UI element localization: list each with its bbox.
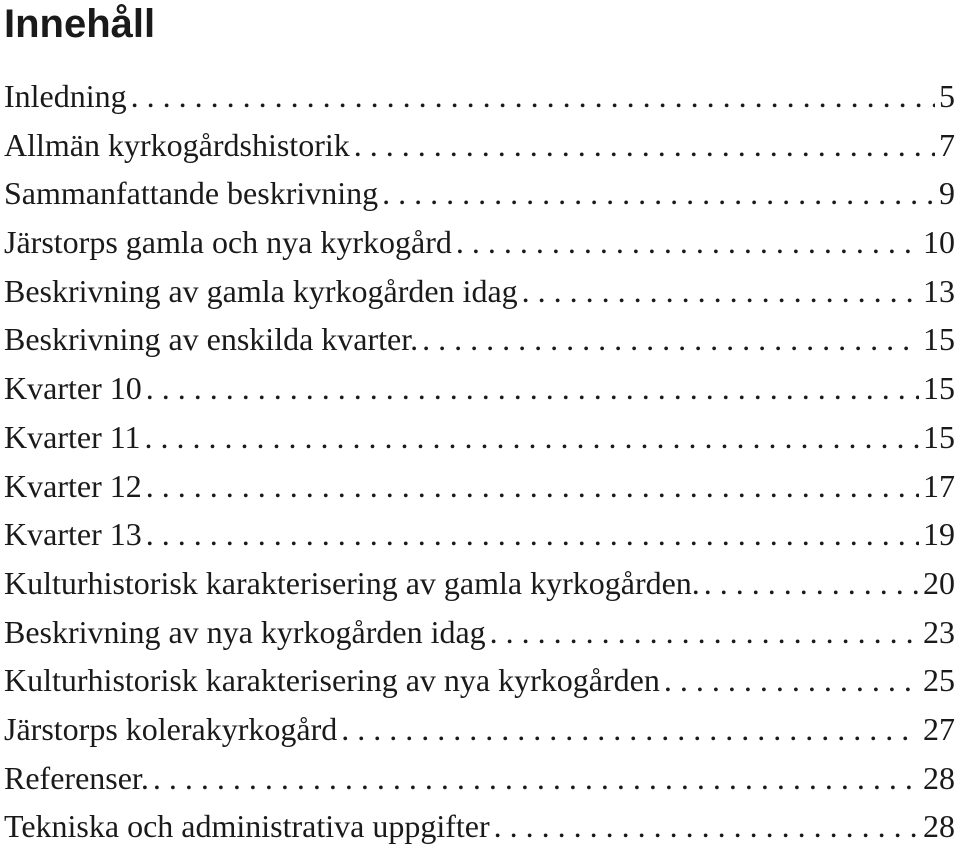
toc-entry-text: Kvarter 12: [4, 467, 142, 504]
toc-entry[interactable]: [4, 656, 955, 705]
toc-entry-page: 13: [923, 272, 955, 309]
dot-leader: [522, 267, 919, 315]
toc-entry[interactable]: [4, 121, 955, 170]
toc-entry-page: 15: [923, 321, 955, 358]
toc-entry[interactable]: [4, 169, 955, 218]
toc-entry-text: Järstorps kolerakyrkogård: [4, 710, 338, 747]
toc-entry[interactable]: [4, 754, 955, 803]
dot-leader: [494, 802, 919, 850]
toc-entry[interactable]: [4, 72, 955, 121]
toc-entry-page: 27: [923, 710, 955, 747]
dot-leader: [422, 315, 919, 363]
dot-leader: [354, 121, 935, 169]
page-title: Innehåll: [4, 2, 156, 46]
toc-entry[interactable]: [4, 802, 955, 851]
toc-entry[interactable]: [4, 608, 955, 657]
toc-entry[interactable]: [4, 705, 955, 754]
toc-entry[interactable]: [4, 510, 955, 559]
dot-leader: [490, 608, 919, 656]
dot-leader: [146, 462, 919, 510]
toc-entry-page: 7: [939, 126, 955, 163]
toc-entry-page: 28: [923, 759, 955, 796]
dot-leader: [145, 413, 919, 461]
dot-leader: [664, 656, 919, 704]
toc-entry[interactable]: [4, 267, 955, 316]
toc-entry-text: Inledning: [4, 78, 127, 114]
toc-entry-page: 15: [923, 370, 955, 407]
toc-entry-text: Järstorps gamla och nya kyrkogård: [4, 224, 452, 261]
toc-entry-text: Tekniska och administrativa uppgifter: [4, 808, 490, 845]
dot-leader: [456, 218, 919, 266]
toc-entry-text: Beskrivning av nya kyrkogården idag: [4, 613, 486, 650]
toc-entry-page: 25: [923, 662, 955, 699]
dot-leader: [131, 72, 935, 120]
toc-entry[interactable]: [4, 218, 955, 267]
dot-leader: [146, 510, 919, 558]
toc-entry-text: Allmän kyrkogårdshistorik: [4, 126, 350, 163]
toc-entry-text: Beskrivning av enskilda kvarter.: [4, 321, 419, 358]
toc-entry[interactable]: [4, 413, 955, 462]
toc-entry-text: Kulturhistorisk karakterisering av nya kyrkogården: [4, 662, 660, 699]
toc-entry-text: Kvarter 10: [4, 370, 142, 407]
toc-entry-page: 10: [923, 224, 955, 261]
toc-entry-text: Kulturhistorisk karakterisering av gamla kyrkogården.: [4, 564, 700, 601]
toc-entry-page: 9: [939, 175, 955, 212]
toc-entry-page: 5: [939, 78, 955, 114]
toc-entry-page: 17: [923, 467, 955, 504]
toc-entry[interactable]: [4, 315, 955, 364]
dot-leader: [341, 705, 919, 753]
toc-entry-page: 23: [923, 613, 955, 650]
dot-leader: [146, 364, 919, 412]
toc-entry-text: Kvarter 13: [4, 516, 142, 553]
toc-entry-page: 15: [923, 418, 955, 455]
toc-entry[interactable]: [4, 559, 955, 608]
toc-entry[interactable]: [4, 364, 955, 413]
dot-leader: [382, 169, 935, 217]
toc-entry-page: 28: [923, 808, 955, 845]
toc-entry[interactable]: [4, 462, 955, 511]
toc-entry-page: 19: [923, 516, 955, 553]
dot-leader: [153, 754, 919, 802]
dot-leader: [704, 559, 919, 607]
toc-entry-text: Sammanfattande beskrivning: [4, 175, 379, 212]
toc-entry-text: Kvarter 11: [4, 418, 141, 455]
toc-entry-text: Beskrivning av gamla kyrkogården idag: [4, 272, 518, 309]
toc-list: [4, 72, 955, 851]
toc-entry-text: Referenser.: [4, 759, 149, 796]
toc-entry-page: 20: [923, 564, 955, 601]
